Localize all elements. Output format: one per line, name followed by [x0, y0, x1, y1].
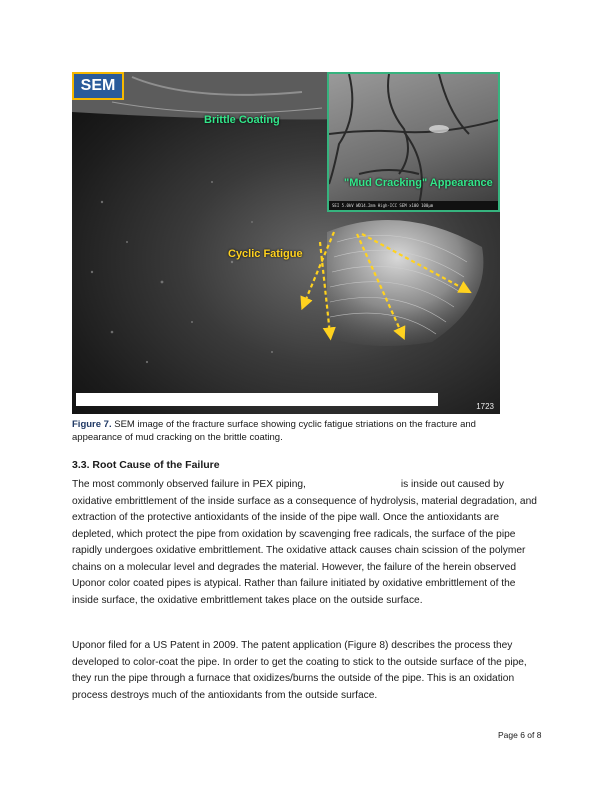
redaction-bar — [76, 393, 438, 406]
figure-caption — [72, 418, 512, 444]
caption-label: Figure 7. — [72, 419, 112, 430]
paragraph-2: Uponor filed for a US Patent in 2009. The patent application (Figure 8) describes the process they developed to color-coat the pipe. In order to get the coating to stick to the outside surface of the pipe, they run the pipe through a furnace that oxidizes/burns the outside of the pipe. This is an oxidation process destroys much of the antioxidants from the outside surface. — [72, 640, 527, 701]
inset-scalebar: SEI 5.0kV WD14.2mm High-ICC SEM x100 100µm — [329, 201, 498, 210]
section-heading: 3.3. Root Cause of the Failure — [72, 459, 220, 471]
paragraph-1 — [72, 477, 542, 609]
page-number: Page 6 of 8 — [498, 730, 542, 740]
image-number: 1723 — [476, 402, 494, 411]
mud-cracking-label: "Mud Cracking" Appearance — [344, 177, 493, 189]
cyclic-fatigue-label: Cyclic Fatigue — [228, 248, 303, 260]
sem-badge: SEM — [72, 72, 124, 100]
caption-text: SEM image of the fracture surface showing cyclic fatigue striations on the fracture and appearance of mud cracking on the brittle coating. — [72, 419, 476, 443]
paragraph-1-rest: is inside out caused by oxidative embrittlement of the inside surface as a consequence of hydrolysis, material degradation, and extraction of the protective antioxidants of the inside of the pipe wall. Once the antioxidants are depleted, which protect the pipe from oxidation by scavenging free radicals, the surface of the pipe rapidly undergoes oxidative embrittlement. The oxidative attack causes chain scission of the polymer chains on a molecular level and degrades the material. However, the failure of the herein observed Uponor color coated pipes is atypical. Rather than failure initiated by oxidative embrittlement of the inside surface, the oxidative embrittlement takes place on the outside surface. — [72, 479, 537, 606]
inset-image — [329, 74, 500, 212]
mud-cracking-inset — [327, 72, 500, 212]
sem-figure — [72, 72, 500, 414]
paragraph-1-start: The most commonly observed failure in PEX piping, — [72, 479, 306, 490]
brittle-coating-label: Brittle Coating — [204, 114, 280, 126]
